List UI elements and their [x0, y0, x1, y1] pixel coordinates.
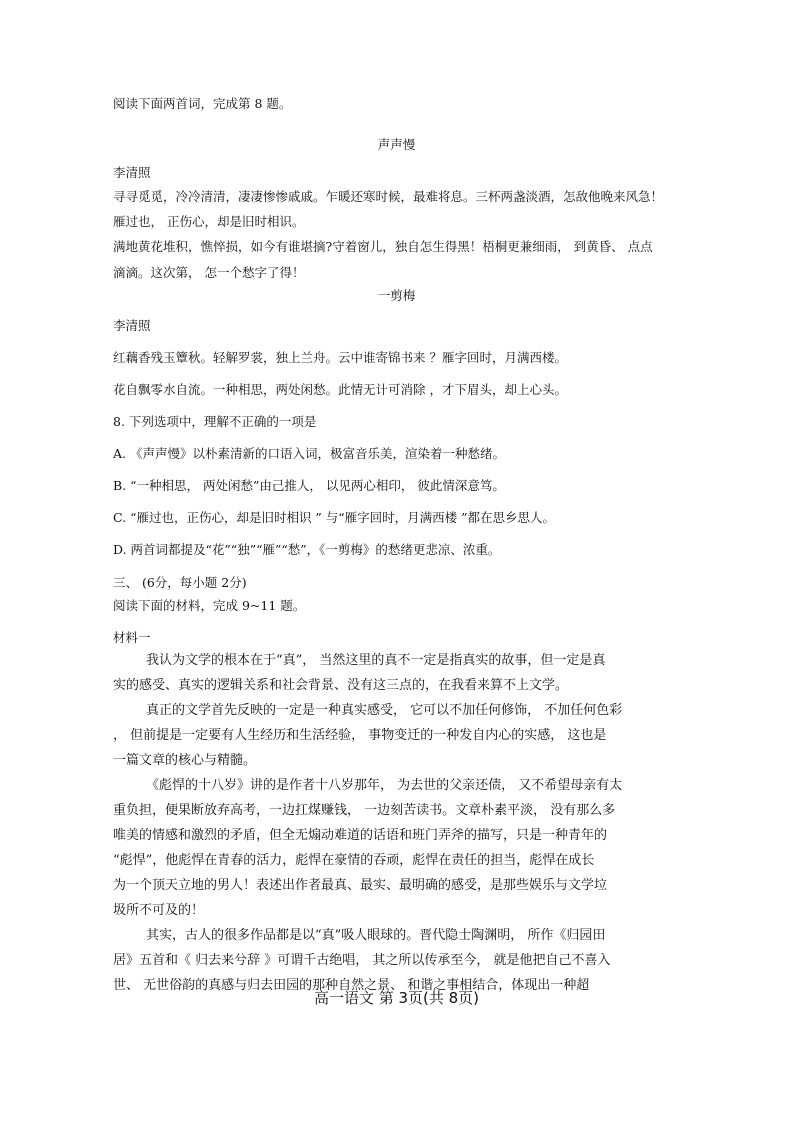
- poem1-title: 声声慢: [377, 137, 416, 152]
- material-line: 世、 无世俗韵的真感与归去田园的那种自然之景、 和谐之事相结合，体现出一种超: [113, 978, 590, 993]
- poem1-line: 满地黄花堆积，憔悴损，如今有谁堪摘?守着窗儿，独自怎生得黑！梧桐更兼细雨， 到黄昏、 点点: [113, 239, 653, 254]
- poem2-line: 花自飘零水自流。一种相思，两处闲愁。此情无计可消除 ，才下眉头，却上心头。: [113, 382, 567, 397]
- material-line: 一篇文章的核心与精髓。: [113, 753, 257, 768]
- poem1-line: 寻寻觅觅，冷冷清清，凄凄惨惨戚戚。乍暖还寒时候，最难将息。三杯两盏淡酒，怎敌他晚来风急！: [113, 189, 664, 204]
- question8-option-a: A. 《声声慢》以朴素清新的口语入词，极富音乐美，渲染着一种愁绪。: [113, 446, 505, 461]
- material-line: 圾所不可及的！: [113, 903, 205, 918]
- material-line: 居》五首和《 归去来兮辞 》可谓千古绝唱， 其之所以传承至今， 就是他把自己不喜入: [113, 953, 611, 968]
- question8-option-b: B. “一种相思， 两处闲愁”由己推人， 以见两心相印， 彼此情深意笃。: [113, 478, 505, 493]
- material-line: 为一个顶天立地的男人！表述出作者最真、最实、最明确的感受，是那些娱乐与文学垃: [113, 878, 608, 893]
- material-line: 其实，古人的很多作品都是以“真”吸人眼球的。晋代隐士陶渊明， 所作《归园田: [146, 928, 606, 943]
- section3-intro: 阅读下面的材料，完成 9~11 题。: [113, 598, 306, 613]
- poem2-line: 红藕香残玉簟秋。轻解罗裳，独上兰舟。云中谁寄锦书来 ？雁字回时，月满西楼。: [113, 350, 567, 365]
- material-line: ， 但前提是一定要有人生经历和生活经验， 事物变迁的一种发自内心的实感， 这也是: [113, 728, 607, 743]
- reading-intro-q8: 阅读下面两首词，完成第 8 题。: [113, 96, 292, 111]
- poem1-line: 雁过也， 正伤心，却是旧时相识。: [113, 214, 305, 229]
- material-line: “彪悍”，他彪悍在青春的活力，彪悍在豪情的吞顽，彪悍在责任的担当，彪悍在成长: [113, 853, 595, 868]
- question8-option-c: C. “雁过也，正伤心，却是旧时相识 ” 与“雁字回时，月满西楼 ”都在思乡思人。: [113, 510, 556, 525]
- material-line: 重负担，便果断放弃高考，一边扛煤赚钱， 一边刻苦读书。文章朴素平淡， 没有那么多: [113, 803, 616, 818]
- material-line: 实的感受、真实的逻辑关系和社会背景、没有这三点的，在我看来算不上文学。: [113, 678, 569, 693]
- material-line: 我认为文学的根本在于“真”， 当然这里的真不一定是指真实的故事，但一定是真: [146, 653, 606, 668]
- poem2-title: 一剪梅: [377, 288, 416, 303]
- poem2-author: 李清照: [113, 318, 151, 333]
- material-line: 《彪悍的十八岁》讲的是作者十八岁那年， 为去世的父亲还债， 又不希望母亲有太: [146, 778, 623, 793]
- material-line: 唯美的情感和激烈的矛盾，但全无煽动难道的话语和班门弄斧的描写，只是一种青年的: [113, 828, 608, 843]
- section3-heading: 三、 (6分，每小题 2分): [113, 575, 247, 590]
- question8-option-d: D. 两首词都提及“花”“独”“雁”“愁”，《一剪梅》的愁绪更悲凉、浓重。: [113, 542, 501, 557]
- question8-stem: 8. 下列选项中，理解不正确的一项是: [113, 414, 317, 429]
- poem1-author: 李清照: [113, 165, 151, 180]
- material-line: 真正的文学首先反映的一定是一种真实感受， 它可以不加任何修饰， 不加任何色彩: [146, 703, 623, 718]
- page-footer: 高一语文 第 3页(共 8页): [313, 989, 480, 1007]
- material-label: 材料一: [113, 630, 151, 645]
- poem1-line: 滴滴。这次第， 怎一个愁字了得！: [113, 265, 305, 280]
